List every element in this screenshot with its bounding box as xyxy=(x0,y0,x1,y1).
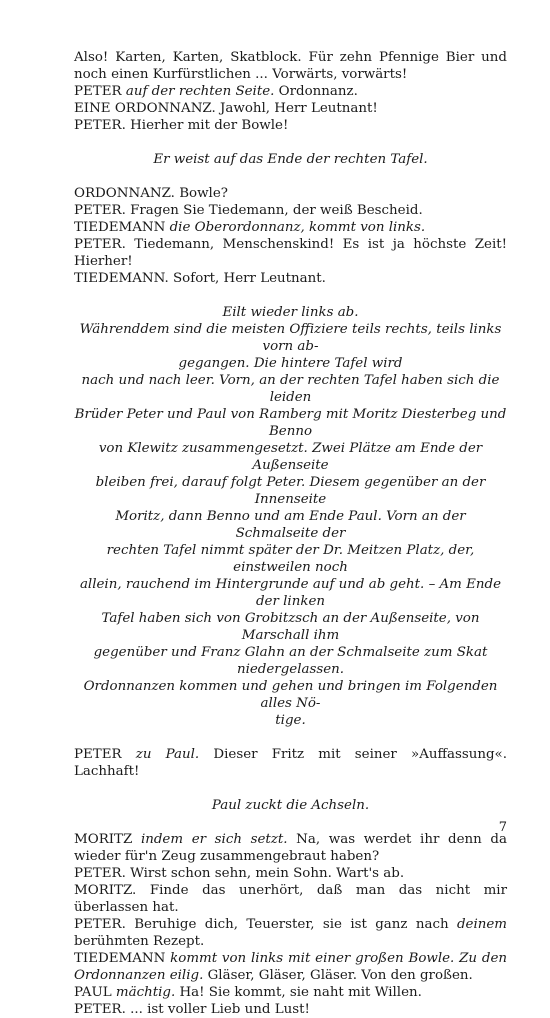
dialogue-line: EINE ORDONNANZ. Jawohl, Herr Leutnant! xyxy=(74,101,378,116)
stage-line: Tafel haben sich von Grobitzsch an der Außenseite, von Marschall ihm xyxy=(101,611,480,643)
dialogue-line: PAUL mächtig. Ha! Sie kommt, sie naht mit Willen. xyxy=(74,985,422,1000)
dialogue-line: MORITZ indem er sich setzt. Na, was werdet ihr denn da wieder für'n Zeug zusammengebraut haben? xyxy=(74,832,507,864)
dialogue-block-4 xyxy=(74,831,507,1018)
stage-line: Währenddem sind die meisten Offiziere teils rechts, teils links vorn ab- xyxy=(79,322,502,354)
dialogue-line: MORITZ. Finde das unerhört, daß man das nicht mir überlassen hat. xyxy=(74,883,507,915)
speaker: PETER xyxy=(74,84,122,99)
speaker: EINE ORDONNANZ. xyxy=(74,101,216,116)
speaker: MORITZ. xyxy=(74,883,137,898)
dialogue-line: ORDONNANZ. Bowle? xyxy=(74,186,228,201)
speaker: TIEDEMANN xyxy=(74,951,166,966)
dialogue-line: PETER auf der rechten Seite. Ordonnanz. xyxy=(74,84,358,99)
stage-direction-inline: die Oberordonnanz, kommt von links. xyxy=(169,220,426,235)
stage-direction-long xyxy=(74,304,507,729)
stage-line: rechten Tafel nimmt später der Dr. Meitzen Platz, der, einstweilen noch xyxy=(106,543,475,575)
stage-line: gegangen. Die hintere Tafel wird xyxy=(178,356,403,371)
stage-direction: Paul zuckt die Achseln. xyxy=(211,798,370,813)
spacer xyxy=(74,168,507,185)
stage-direction-inline: indem er sich setzt. xyxy=(140,832,288,847)
dialogue-block-3 xyxy=(74,746,507,780)
speaker: PETER. xyxy=(74,866,126,881)
dialogue-line: PETER. Fragen Sie Tiedemann, der weiß Bescheid. xyxy=(74,203,423,218)
spacer xyxy=(74,780,507,797)
speaker: PAUL xyxy=(74,985,112,1000)
stage-direction-inline: kommt von links mit einer großen Bowle. Zu den Ordonnanzen eilig. xyxy=(74,951,507,983)
speaker: PETER. xyxy=(74,203,126,218)
stage-direction-inline: zu Paul. xyxy=(135,747,200,762)
dialogue-line: PETER. ... ist voller Lieb und Lust! xyxy=(74,1002,310,1017)
speaker: PETER. xyxy=(74,237,126,252)
speaker: PETER. xyxy=(74,1002,126,1017)
stage-line: von Klewitz zusammengesetzt. Zwei Plätze am Ende der Außenseite xyxy=(98,441,483,473)
stage-line: Brüder Peter und Paul von Ramberg mit Moritz Diesterbeg und Benno xyxy=(74,407,507,439)
speaker: TIEDEMANN. xyxy=(74,271,169,286)
stage-direction-inline: mächtig. xyxy=(115,985,176,1000)
stage-line: allein, rauchend im Hintergrunde auf und ab geht. – Am Ende der linken xyxy=(79,577,502,609)
dialogue-line xyxy=(74,219,507,236)
dialogue-line: TIEDEMANN kommt von links mit einer großen Bowle. Zu den Ordonnanzen eilig. Gläser, Gläser, Gläser. Von den großen. xyxy=(74,951,507,983)
page-number: 7 xyxy=(498,820,507,835)
dialogue-line: PETER. Wirst schon sehn, mein Sohn. Wart's ab. xyxy=(74,866,405,881)
dialogue-block-2 xyxy=(74,185,507,287)
stage-line: gegenüber und Franz Glahn an der Schmalseite zum Skat niedergelassen. xyxy=(93,645,488,677)
spacer xyxy=(74,814,507,831)
dialogue-line: PETER. Tiedemann, Menschenskind! Es ist ja höchste Zeit! Hierher! xyxy=(74,237,507,269)
stage-line: nach und nach leer. Vorn, an der rechten Tafel haben sich die leiden xyxy=(81,373,500,405)
stage-direction: Er weist auf das Ende der rechten Tafel. xyxy=(153,152,428,167)
emphasis: deinem xyxy=(456,917,507,932)
speaker: TIEDEMANN xyxy=(74,220,166,235)
speaker: ORDONNANZ. xyxy=(74,186,175,201)
speaker: PETER. xyxy=(74,917,126,932)
speaker: PETER xyxy=(74,747,122,762)
stage-line: bleiben frei, darauf folgt Peter. Diesem gegenüber an der Innenseite xyxy=(95,475,486,507)
speaker: MORITZ xyxy=(74,832,133,847)
dialogue-line: Also! Karten, Karten, Skatblock. Für zehn Pfennige Bier und noch einen Kurfürstlichen ... Vorwärts, vorwärts! xyxy=(74,50,507,82)
spacer xyxy=(74,287,507,304)
stage-line: Eilt wieder links ab. xyxy=(222,305,359,320)
page-body xyxy=(74,49,507,1018)
speaker: PETER. xyxy=(74,118,126,133)
spacer xyxy=(74,729,507,746)
stage-line: Moritz, dann Benno und am Ende Paul. Vorn an der Schmalseite der xyxy=(115,509,466,541)
stage-line: tige. xyxy=(275,713,306,728)
dialogue-block-1 xyxy=(74,49,507,134)
spacer xyxy=(74,134,507,151)
dialogue-line: TIEDEMANN. Sofort, Herr Leutnant. xyxy=(74,271,326,286)
dialogue-line: PETER. Hierher mit der Bowle! xyxy=(74,118,289,133)
stage-direction-inline: auf der rechten Seite. xyxy=(125,84,275,99)
dialogue-line: PETER. Beruhige dich, Teuerster, sie ist ganz nach deinem berühmten Rezept. xyxy=(74,917,507,949)
stage-line: Ordonnanzen kommen und gehen und bringen im Folgenden alles Nö- xyxy=(83,679,498,711)
dialogue-line: PETER zu Paul. Dieser Fritz mit seiner »Auffassung«. Lachhaft! xyxy=(74,747,508,779)
